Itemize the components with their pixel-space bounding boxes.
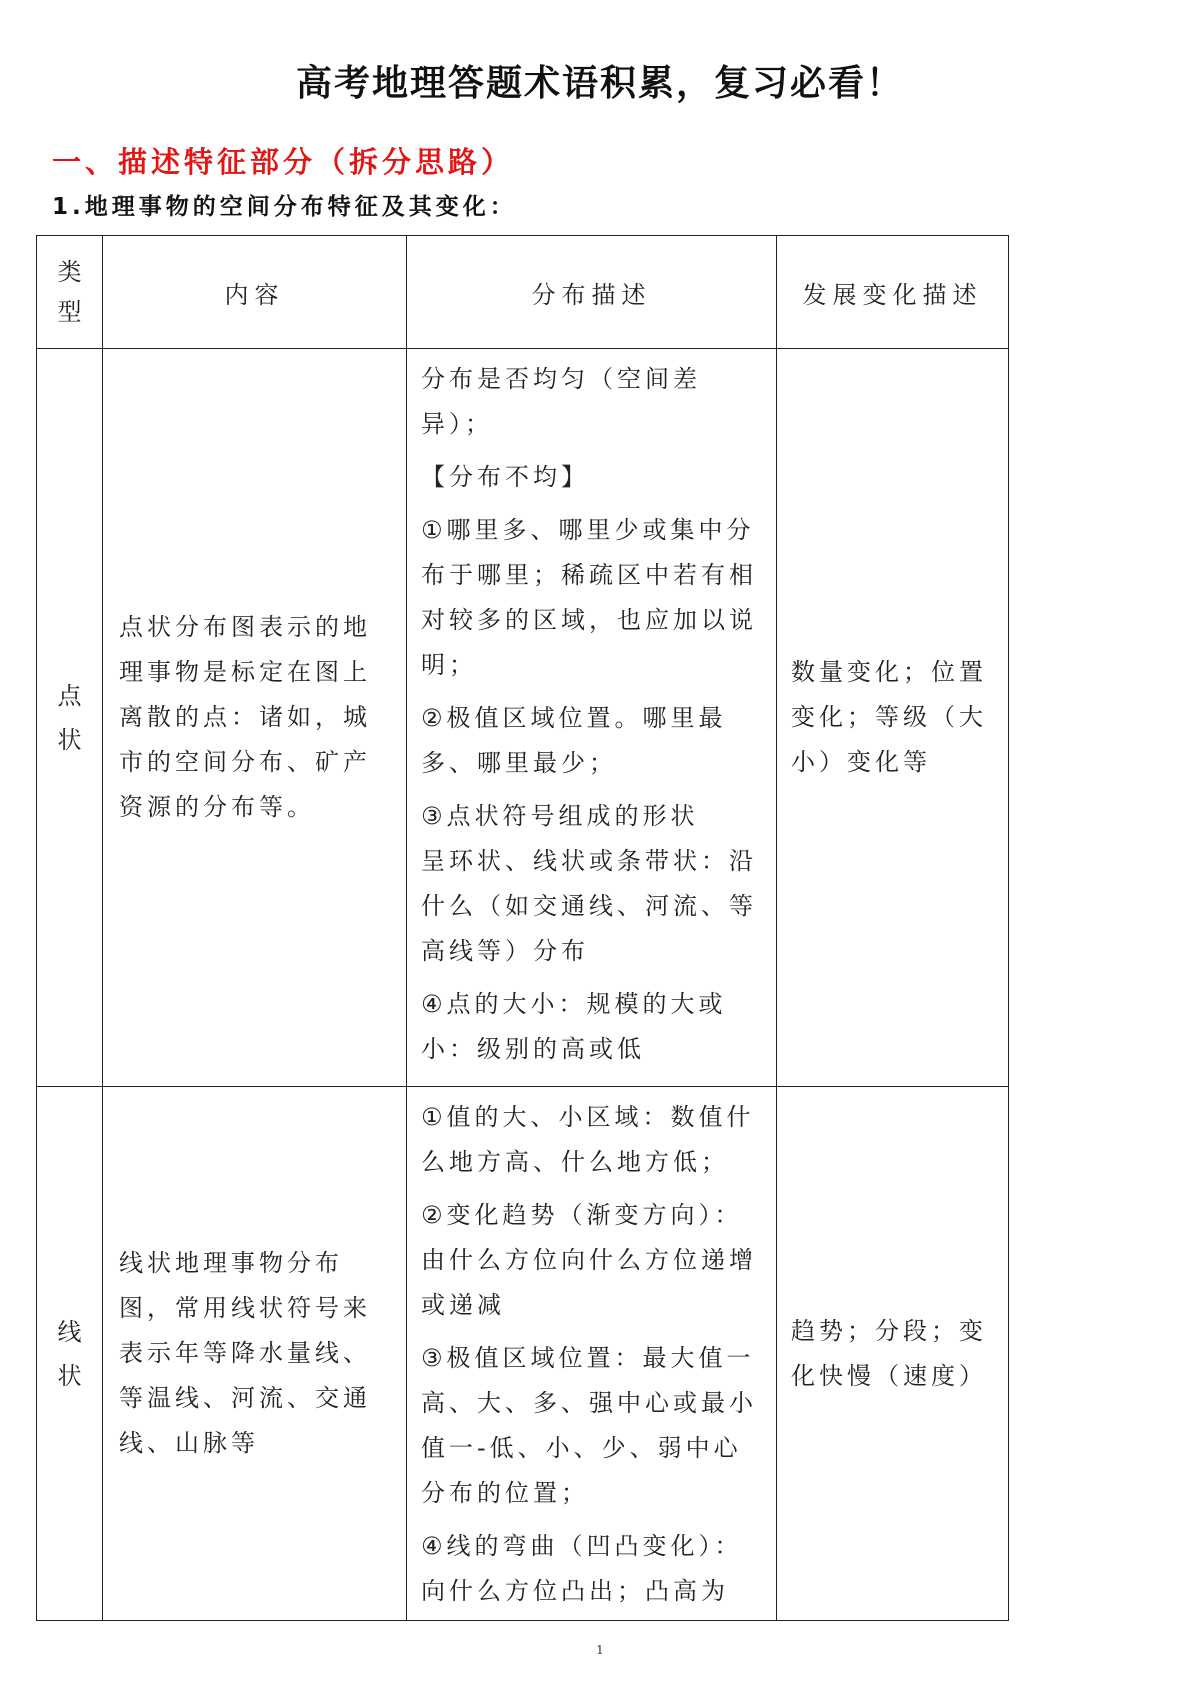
row-type-cell xyxy=(37,349,103,1087)
row-content-cell: 线状地理事物分布图，常用线状符号来表示年等降水量线、等温线、河流、交通线、山脉等 xyxy=(103,1087,407,1621)
distribution-line: ④线的弯曲（凹凸变化）：向什么方位凸出；凸高为 xyxy=(421,1532,743,1605)
row-change-cell: 趋势；分段；变化快慢（速度） xyxy=(777,1087,1009,1621)
table-row xyxy=(37,349,1009,1087)
section-heading: 一、描述特征部分（拆分思路） xyxy=(52,145,515,179)
distribution-line: ③点状符号组成的形状 xyxy=(421,802,699,830)
row-distribution-cell xyxy=(407,349,777,1087)
row-type-char: 线 xyxy=(57,1317,82,1346)
distribution-line: ③极值区域位置：最大值一高、大、多、强中心或最小值一-低、小、少、弱中心分布的位置； xyxy=(421,1344,757,1507)
table-header-row xyxy=(37,236,1009,349)
page-number: 1 xyxy=(596,1643,604,1657)
distribution-line: 呈环状、线状或条带状：沿什么（如交通线、河流、等高线等）分布 xyxy=(421,847,757,965)
distribution-line: ②极值区域位置。哪里最多、哪里最少； xyxy=(421,704,727,777)
row-type-char: 状 xyxy=(57,725,82,754)
header-content-label: 内容 xyxy=(224,280,285,309)
header-type-char: 型 xyxy=(57,298,82,326)
header-type-char: 类 xyxy=(57,258,82,286)
distribution-line: ②变化趋势（渐变方向）：由什么方位向什么方位递增或递减 xyxy=(421,1201,757,1319)
header-change-label: 发展变化描述 xyxy=(802,280,983,309)
distribution-line: ④点的大小：规模的大或小：级别的高或低 xyxy=(421,990,727,1063)
distribution-line: ①值的大、小区域：数值什么地方高、什么地方低； xyxy=(421,1103,755,1176)
header-distribution-label: 分布描述 xyxy=(531,280,652,309)
row-change-cell: 数量变化；位置变化；等级（大小）变化等 xyxy=(777,349,1009,1087)
header-type xyxy=(37,236,103,349)
row-type-char: 点 xyxy=(57,681,82,710)
header-distribution xyxy=(407,236,777,349)
header-change xyxy=(777,236,1009,349)
row-type-cell xyxy=(37,1087,103,1621)
sub-heading: 1.地理事物的空间分布特征及其变化： xyxy=(52,194,517,220)
row-distribution-cell xyxy=(407,1087,777,1621)
table-row xyxy=(37,1087,1009,1621)
distribution-line: 分布是否均匀（空间差异）； xyxy=(421,365,701,438)
distribution-table xyxy=(36,235,1009,1621)
distribution-line: 【分布不均】 xyxy=(421,463,589,491)
page-title: 高考地理答题术语积累，复习必看！ xyxy=(295,63,904,104)
row-content-cell: 点状分布图表示的地理事物是标定在图上离散的点：诸如，城市的空间分布、矿产资源的分布等。 xyxy=(103,349,407,1087)
distribution-line: ①哪里多、哪里少或集中分布于哪里；稀疏区中若有相对较多的区域，也应加以说明； xyxy=(421,516,757,679)
row-type-char: 状 xyxy=(57,1361,82,1390)
header-content xyxy=(103,236,407,349)
